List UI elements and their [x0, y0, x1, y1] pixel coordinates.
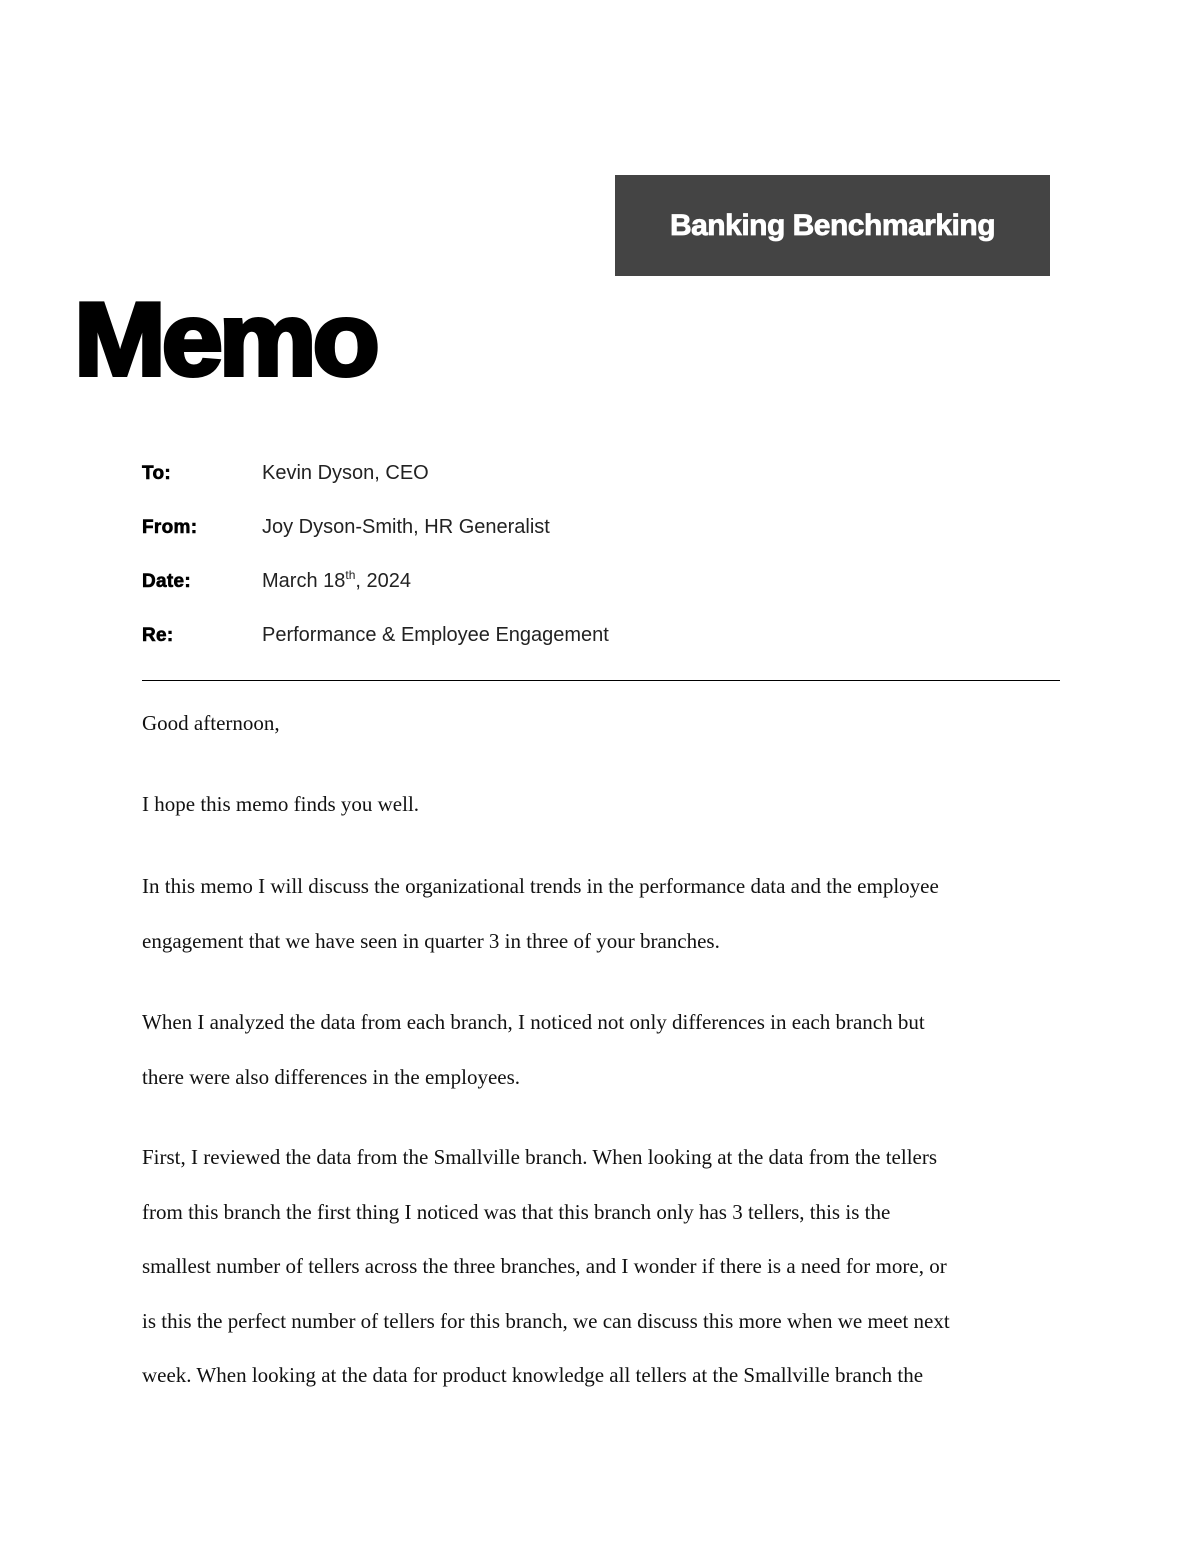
from-label: From:	[142, 517, 198, 538]
paragraph-4-line: smallest number of tellers across the three branches, and I wonder if there is a need for more, or	[142, 1254, 947, 1278]
paragraph-3	[142, 995, 1072, 1104]
paragraph-4-line: is this the perfect number of tellers for this branch, we can discuss this more when we meet next	[142, 1308, 950, 1333]
paragraph-4-line: from this branch the first thing I noticed was that this branch only has 3 tellers, this is the	[142, 1199, 891, 1224]
header-date-row	[142, 570, 411, 600]
header-to-row	[142, 462, 429, 492]
date-value-year: , 2024	[355, 570, 411, 592]
paragraph-2	[142, 859, 1072, 968]
paragraph-3-line: When I analyzed the data from each branch, I noticed not only differences in each branch but	[142, 1010, 925, 1034]
to-value: Kevin Dyson, CEO	[262, 462, 429, 484]
date-value-main: March 18	[262, 570, 346, 592]
re-value: Performance & Employee Engagement	[262, 624, 609, 646]
re-label: Re:	[142, 625, 174, 646]
paragraph-4	[142, 1130, 1072, 1403]
header-divider	[142, 680, 1060, 681]
paragraph-4-line: week. When looking at the data for product knowledge all tellers at the Smallville branch the	[142, 1363, 924, 1387]
paragraph-3-line: there were also differences in the employees.	[142, 1064, 521, 1089]
paragraph-1: I hope this memo finds you well.	[142, 792, 420, 816]
header-from-row	[142, 516, 550, 546]
greeting: Good afternoon,	[142, 711, 280, 735]
paragraph-2-line: engagement that we have seen in quarter 3 in three of your branches.	[142, 928, 720, 953]
date-value	[262, 570, 411, 593]
company-name-banner	[615, 175, 1050, 276]
company-name: Banking Benchmarking	[669, 208, 996, 242]
from-value: Joy Dyson-Smith, HR Generalist	[262, 516, 550, 538]
date-value-ordinal: th	[345, 568, 356, 582]
paragraph-4-line: First, I reviewed the data from the Smallville branch. When looking at the data from the tellers	[142, 1145, 938, 1169]
paragraph-2-line: In this memo I will discuss the organizational trends in the performance data and the employee	[142, 874, 939, 898]
header-re-row	[142, 624, 609, 654]
to-label: To:	[142, 463, 172, 484]
date-label: Date:	[142, 571, 192, 592]
memo-title: Memo	[74, 282, 376, 398]
